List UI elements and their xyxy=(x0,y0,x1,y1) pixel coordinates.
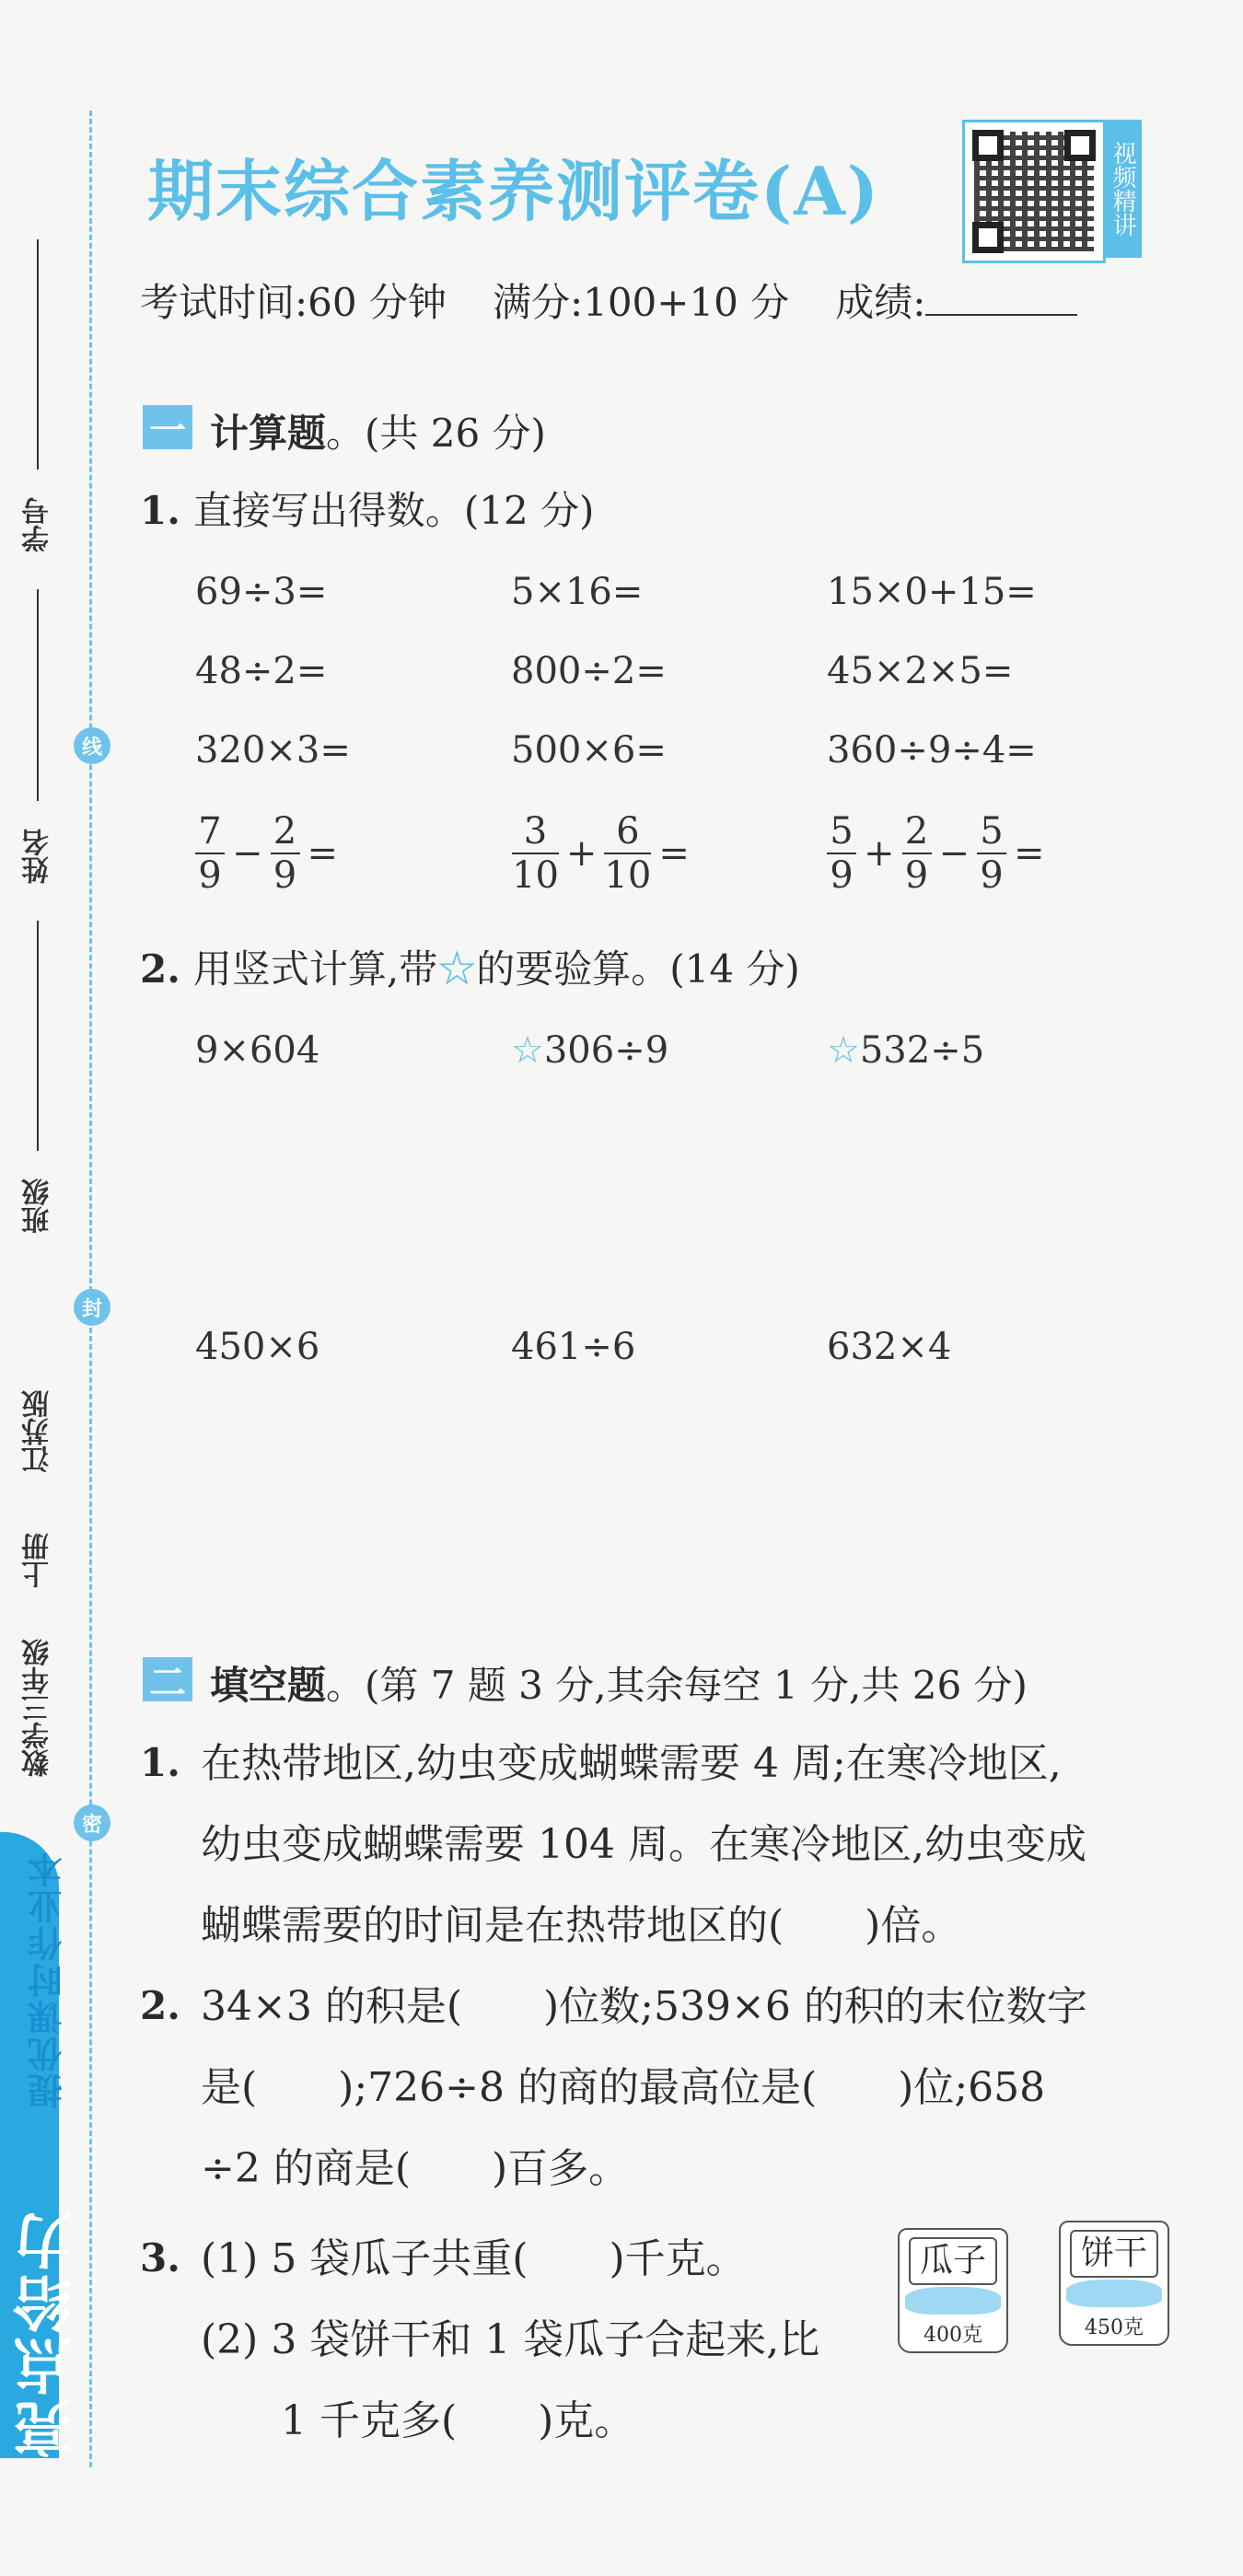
question-2-1-line: 在热带地区,幼虫变成蝴蝶需要 4 周;在寒冷地区, xyxy=(201,1740,1062,1787)
vertical-calc-item: 450×6 xyxy=(195,1326,320,1368)
seal-line: 线 xyxy=(74,727,110,764)
calc-item: 15×0+15= xyxy=(827,571,1037,613)
section-2-title xyxy=(210,1655,1028,1711)
class-rule xyxy=(37,921,39,1151)
student-id-rule xyxy=(37,239,39,470)
section-2-meta: 。(第 7 题 3 分,其余每空 1 分,共 26 分) xyxy=(326,1663,1028,1708)
fraction-item-a: 7 9 − 2 9 = xyxy=(192,810,342,897)
qr-corner xyxy=(972,222,1004,253)
bag-decoration xyxy=(905,2287,1001,2315)
score-label: 成绩: xyxy=(835,280,926,325)
volume-label: 上册 xyxy=(22,1533,54,1588)
class-label: 班级 xyxy=(22,1178,54,1234)
grade-label: 数学三年级 xyxy=(22,1639,54,1777)
student-id-label: 学号 xyxy=(22,497,54,552)
question-2-2-line: ÷2 的商是( )百多。 xyxy=(201,2145,630,2192)
star-icon: ☆ xyxy=(511,1029,544,1072)
section-2-number: 二 xyxy=(143,1657,192,1701)
calc-item: 360÷9÷4= xyxy=(827,729,1037,772)
biscuit-bag xyxy=(1059,2221,1169,2346)
question-2-1-line: 蝴蝶需要的时间是在热带地区的( )倍。 xyxy=(201,1902,962,1949)
qr-corner xyxy=(1064,130,1096,161)
question-2-3-line: (2) 3 袋饼干和 1 袋瓜子合起来,比 xyxy=(201,2316,820,2363)
score-blank[interactable] xyxy=(925,281,1077,316)
vertical-calc-item: 632×4 xyxy=(827,1326,952,1368)
bag-weight: 400克 xyxy=(924,2324,982,2347)
section-1-name: 计算题 xyxy=(210,411,327,456)
calc-item: 320×3= xyxy=(195,729,351,772)
question-2-3-line: 1 千克多( )克。 xyxy=(281,2397,635,2444)
question-1-2: 2. 用竖式计算,带☆的要验算。(14 分) xyxy=(140,946,800,992)
question-2-2-number: 2. xyxy=(140,1983,180,2028)
section-1-title xyxy=(210,403,546,458)
star-icon: ☆ xyxy=(827,1029,860,1072)
fraction-item-b: 3 10 + 6 10 = xyxy=(512,810,690,897)
sunflower-seeds-bag xyxy=(898,2228,1008,2353)
series-brand: 亮点给力 xyxy=(14,2208,82,2458)
question-2-1-number: 1. xyxy=(140,1740,180,1785)
question-2-3-line: (1) 5 袋瓜子共重( )千克。 xyxy=(201,2235,747,2282)
calc-item: 45×2×5= xyxy=(827,650,1014,692)
fraction-item-c: 5 9 + 2 9 − 5 9 = xyxy=(823,810,1049,897)
name-label: 姓名 xyxy=(22,829,54,884)
bag-label: 瓜子 xyxy=(909,2237,997,2285)
calc-item: 800÷2= xyxy=(511,650,667,692)
vertical-calc-item: ☆532÷5 xyxy=(827,1029,985,1072)
seal-seal: 封 xyxy=(74,1289,110,1326)
qr-corner xyxy=(972,130,1004,161)
question-2-1-line: 幼虫变成蝴蝶需要 104 周。在寒冷地区,幼虫变成 xyxy=(201,1821,1086,1868)
full-score: 满分:100+10 分 xyxy=(492,280,790,325)
name-rule xyxy=(37,589,39,801)
question-number: 1. xyxy=(140,488,180,533)
calc-item: 69÷3= xyxy=(195,571,328,613)
exam-time: 考试时间:60 分钟 xyxy=(140,280,447,325)
section-2-name: 填空题 xyxy=(210,1663,327,1708)
question-2-2-line: 是( );726÷8 的商的最高位是( )位;658 xyxy=(201,2064,1046,2111)
bag-decoration xyxy=(1066,2280,1162,2307)
qr-code[interactable] xyxy=(962,120,1106,263)
bag-label: 饼干 xyxy=(1070,2230,1158,2278)
star-icon: ☆ xyxy=(437,946,477,992)
calc-item: 48÷2= xyxy=(195,650,328,692)
question-2-3-number: 3. xyxy=(140,2235,180,2280)
question-1-1 xyxy=(140,488,594,534)
question-2-2-line: 34×3 的积是( )位数;539×6 的积的末位数字 xyxy=(201,1983,1087,2030)
calc-item: 5×16= xyxy=(511,571,644,613)
question-number: 2. xyxy=(140,946,180,992)
question-text: 直接写出得数。(12 分) xyxy=(192,488,595,533)
page-title: 期末综合素养测评卷(A) xyxy=(147,152,880,230)
exam-info xyxy=(140,273,1077,328)
qr-caption: 视频精讲 xyxy=(1103,120,1142,258)
edition-label: 江苏版 xyxy=(22,1390,54,1473)
seal-secret: 密 xyxy=(74,1804,110,1841)
vertical-calc-item: 9×604 xyxy=(195,1029,320,1072)
vertical-calc-item: ☆306÷9 xyxy=(511,1029,669,1072)
bag-weight: 450克 xyxy=(1085,2316,1144,2339)
calc-item: 500×6= xyxy=(511,729,667,772)
section-1-number: 一 xyxy=(143,405,192,449)
series-name: 提优课时作业本 xyxy=(28,1851,68,2108)
section-1-meta: 。(共 26 分) xyxy=(326,411,546,456)
vertical-calc-item: 461÷6 xyxy=(511,1326,636,1368)
